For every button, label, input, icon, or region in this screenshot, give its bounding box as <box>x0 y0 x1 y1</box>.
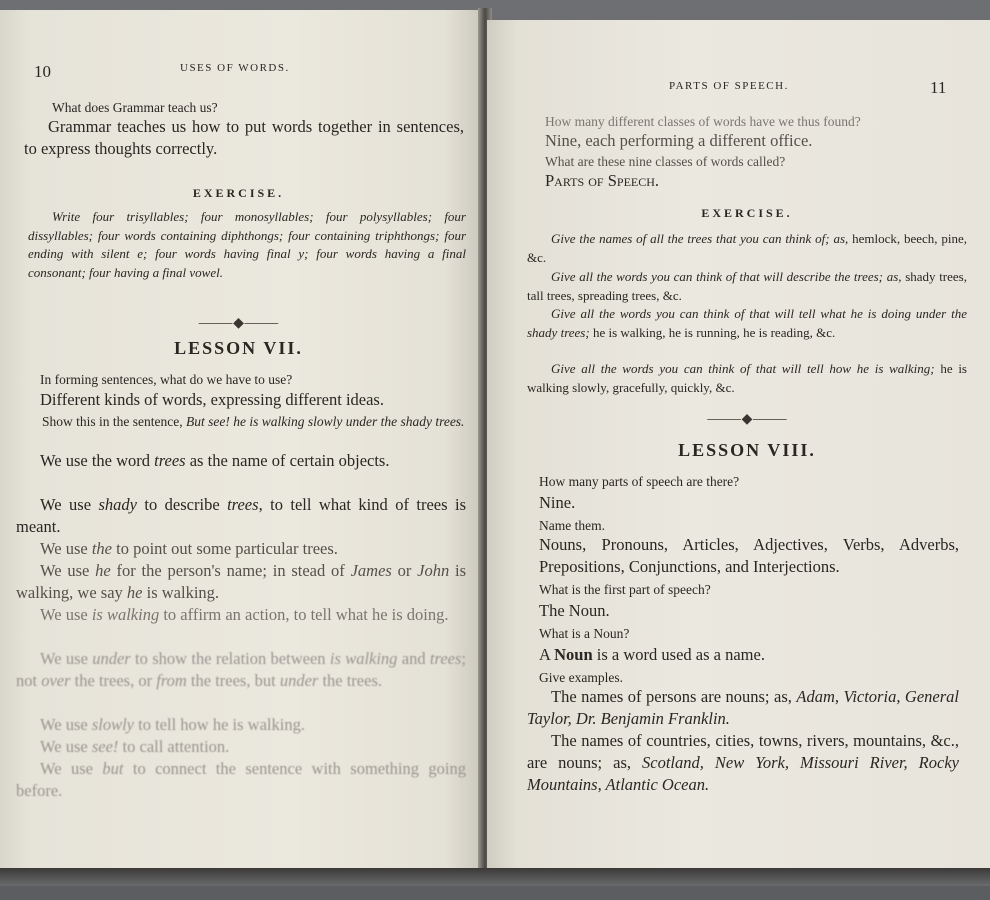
explanation-paragraph: We use the word trees as the name of certain objects. <box>40 451 390 470</box>
answer: Different kinds of words, expressing different ideas. <box>40 390 384 409</box>
question: What are these nine classes of words called? <box>545 154 786 169</box>
question: Give examples. <box>539 670 623 685</box>
explanation-paragraph: We use but to connect the sentence with something going before. <box>16 759 467 800</box>
answer: The names of persons are nouns; as, Adam, Victoria, General Taylor, Dr. Benjamin Franklin. <box>527 687 959 728</box>
question: How many parts of speech are there? <box>539 474 740 489</box>
exercise-item: Give all the words you can think of that will tell how he is walking; he is walking slowly, gracefully, quickly, &c. <box>527 361 967 395</box>
right-page <box>487 20 990 874</box>
explanation-paragraph: We use the to point out some particular trees. <box>40 539 338 558</box>
answer: Grammar teaches us how to put words together in sentences, to express thoughts correctly. <box>24 117 464 158</box>
question: Show this in the sentence, But see! he is walking slowly under the shady trees. <box>42 414 465 429</box>
answer: A Noun is a word used as a name. <box>539 645 765 664</box>
explanation-paragraph: We use see! to call attention. <box>40 737 230 756</box>
question: How many different classes of words have we thus found? <box>545 114 861 129</box>
answer: The Noun. <box>539 601 610 620</box>
question: What is a Noun? <box>539 626 630 641</box>
book-bottom-edge <box>0 868 990 886</box>
exercise-text: Write four trisyllables; four monosyllables; four polysyllables; four dissyllables; four words containing diphthongs; four containing triphthongs; four ending with silent e; four words having final y; four words having a final consonant; four having a final vowel. <box>28 209 466 280</box>
question: In forming sentences, what do we have to use? <box>40 372 293 387</box>
exercise-item: Give the names of all the trees that you can think of; as, hemlock, beech, pine, &c. <box>527 231 967 265</box>
question: Name them. <box>539 518 605 533</box>
question: What is the first part of speech? <box>539 582 711 597</box>
exercise-item: Give all the words you can think of that will tell what he is doing under the shady trees; he is walking, he is running, he is reading, &c. <box>527 306 967 340</box>
question: What does Grammar teach us? <box>52 100 218 115</box>
ornament-divider: ⸻◆⸻ <box>706 412 788 427</box>
answer: Nine, each performing a different office. <box>545 131 813 150</box>
lesson-title: LESSON VII. <box>174 338 303 358</box>
explanation-paragraph: We use he for the person's name; in stead of James or John is walking, we say he is walking. <box>16 561 466 602</box>
answer: Nine. <box>539 493 576 512</box>
page-number-right: 11 <box>930 78 947 97</box>
running-head-right: PARTS OF SPEECH. <box>669 80 789 92</box>
explanation-paragraph: We use shady to describe trees, to tell what kind of trees is meant. <box>16 495 466 536</box>
explanation-paragraph: We use is walking to affirm an action, to tell what he is doing. <box>40 605 449 624</box>
exercise-heading: EXERCISE. <box>701 206 793 220</box>
exercise-item: Give all the words you can think of that will describe the trees; as, shady trees, tall trees, spreading trees, &c. <box>527 269 967 303</box>
answer: Nouns, Pronouns, Articles, Adjectives, Verbs, Adverbs, Prepositions, Conjunctions, and Interjections. <box>539 535 959 576</box>
ornament-divider: ⸻◆⸻ <box>198 316 279 331</box>
explanation-paragraph: We use slowly to tell how he is walking. <box>40 715 305 734</box>
running-head-left: USES OF WORDS. <box>180 62 290 74</box>
left-page <box>0 10 484 872</box>
answer: The names of countries, cities, towns, rivers, mountains, &c., are nouns; as, Scotland, New York, Missouri River, Rocky Mountains, Atlantic Ocean. <box>527 731 959 794</box>
explanation-paragraph: We use under to show the relation between is walking and trees; not over the trees, or from the trees, but under the trees. <box>16 649 466 690</box>
answer: Parts of Speech. <box>545 171 660 190</box>
page-number-left: 10 <box>34 62 51 81</box>
exercise-heading: EXERCISE. <box>192 186 285 200</box>
lesson-title: LESSON VIII. <box>678 440 816 460</box>
